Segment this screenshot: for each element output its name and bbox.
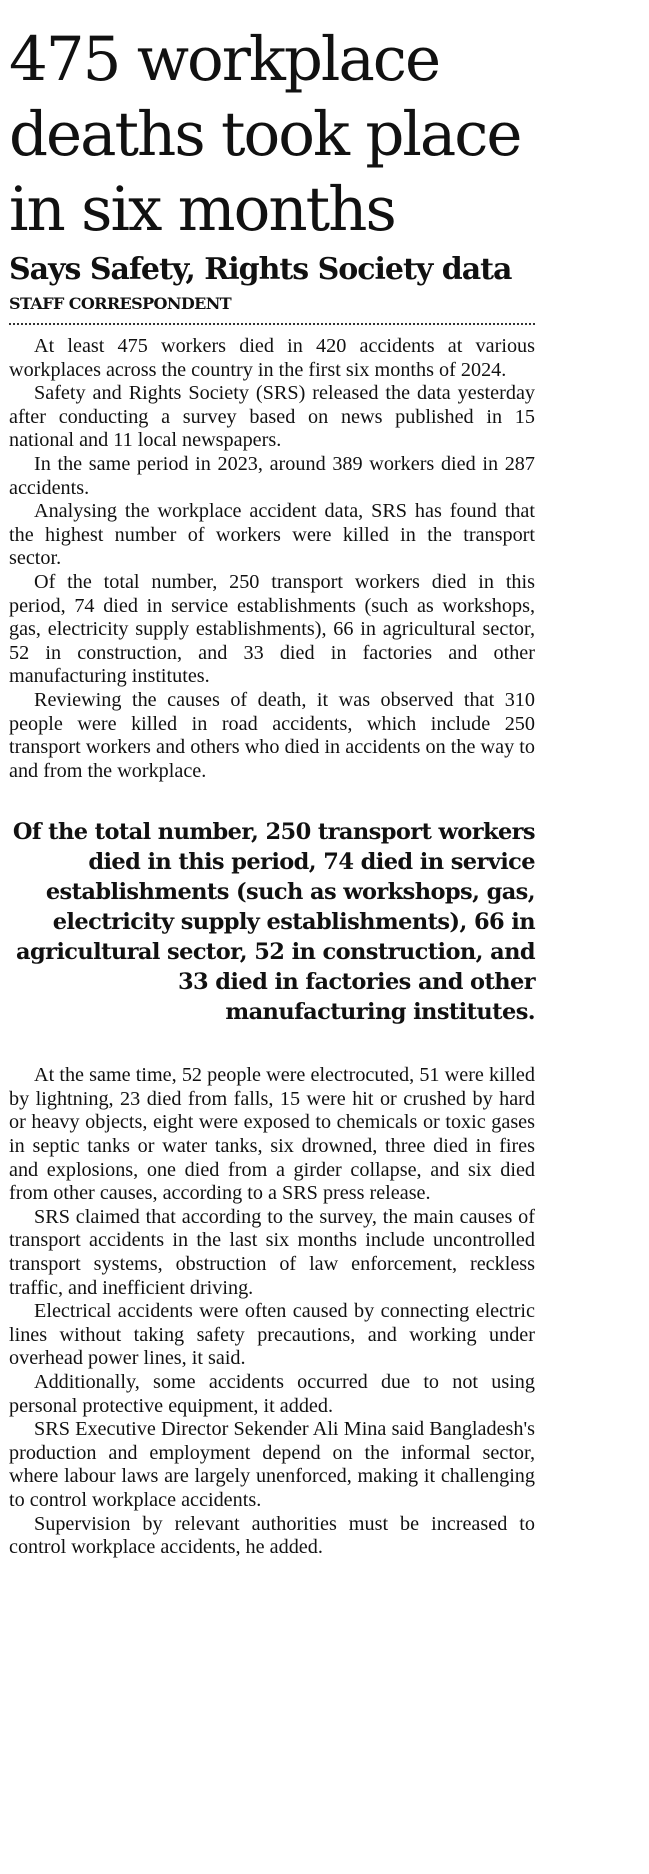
news-article	[9, 0, 535, 1560]
paragraph: SRS claimed that according to the survey, the main causes of transport accidents in the last six months include uncontrolled transport systems, obstruction of law enforcement, reckless traffic, and inefficient driving.	[9, 1205, 535, 1299]
paragraph: In the same period in 2023, around 389 workers died in 287 accidents.	[9, 452, 535, 499]
paragraph: Supervision by relevant authorities must be increased to control workplace accidents, he added.	[9, 1512, 535, 1559]
subheadline: Says Safety, Rights Society data	[9, 252, 512, 287]
paragraph: Electrical accidents were often caused by connecting electric lines without taking safety precautions, and working under overhead power lines, it said.	[9, 1300, 535, 1370]
paragraph: SRS Executive Director Sekender Ali Mina said Bangladesh's production and employment depend on the informal sector, where labour laws are largely unenforced, making it challenging to control workplace accidents.	[9, 1418, 535, 1511]
pull-quote: Of the total number, 250 transport workers died in this period, 74 died in service establishments (such as workshops, gas, electricity supply establishments), 66 in agricultural sector, 52 in construction, and 33 died in factories and other manufacturing institutes.	[12, 819, 535, 1026]
paragraph: Additionally, some accidents occurred due to not using personal protective equipment, it added.	[9, 1371, 535, 1417]
paragraph: Reviewing the causes of death, it was observed that 310 people were killed in road accidents, which include 250 transport workers and others who died in accidents on the way to and from the workplace.	[9, 688, 535, 782]
body-block-1	[9, 335, 535, 783]
paragraph: Safety and Rights Society (SRS) released the data yesterday after conducting a survey based on news published in 15 national and 11 local newspapers.	[9, 382, 535, 452]
paragraph: At the same time, 52 people were electrocuted, 51 were killed by lightning, 23 died from falls, 15 were hit or crushed by hard or heavy objects, eight were exposed to chemicals or toxic gases in septic tanks or water tanks, six drowned, three died in fires and explosions, one died from a girder collapse, and six died from other causes, according to a SRS press release.	[9, 1064, 535, 1205]
paragraph: Of the total number, 250 transport workers died in this period, 74 died in service establishments (such as workshops, gas, electricity supply establishments), 66 in agricultural sector, 52 in construction, and 33 died in factories and other manufacturing institutes.	[9, 570, 535, 688]
paragraph: Analysing the workplace accident data, SRS has found that the highest number of workers were killed in the transport sector.	[9, 500, 535, 570]
headline: 475 workplace deaths took place in six months	[9, 24, 521, 245]
byline: STAFF CORRESPONDENT	[9, 291, 535, 325]
body-block-2	[9, 1064, 535, 1559]
paragraph: At least 475 workers died in 420 accidents at various workplaces across the country in the first six months of 2024.	[9, 335, 535, 381]
